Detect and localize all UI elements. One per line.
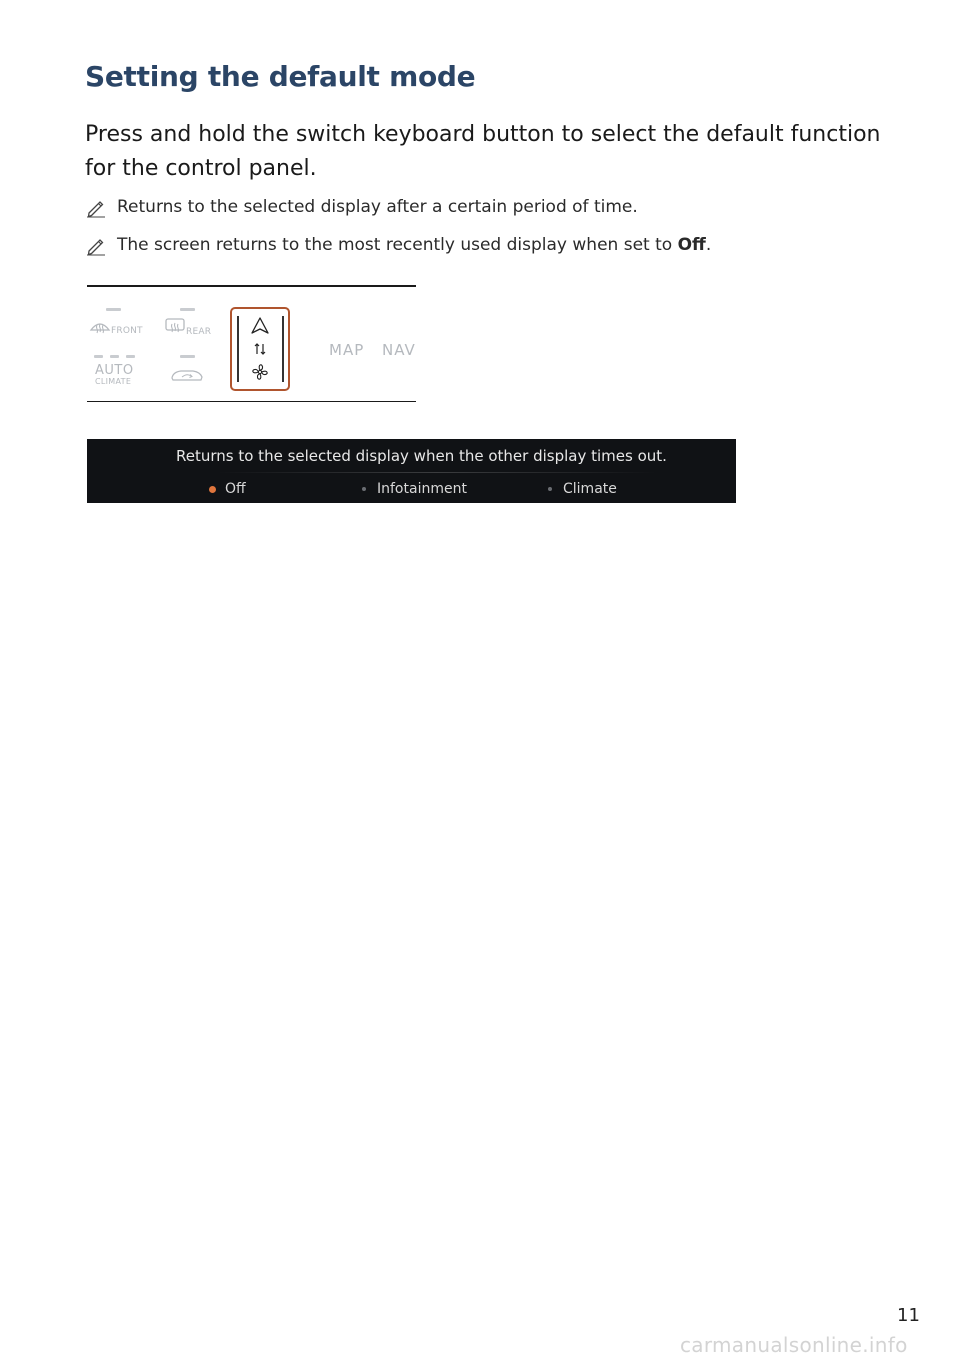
indicator-dash bbox=[94, 355, 103, 358]
page-title: Setting the default mode bbox=[85, 60, 476, 93]
banner-divider bbox=[217, 472, 657, 473]
footer-watermark: carmanualsonline.info bbox=[680, 1333, 908, 1357]
nav-label: NAV bbox=[382, 341, 416, 359]
recirculation-icon bbox=[169, 366, 205, 384]
key-separator bbox=[282, 316, 284, 382]
indicator-dash bbox=[180, 308, 195, 311]
front-defrost-icon bbox=[89, 317, 111, 335]
note-1 bbox=[85, 196, 638, 218]
auto-label: AUTO bbox=[95, 363, 134, 378]
page-number: 11 bbox=[897, 1305, 920, 1326]
banner-message: Returns to the selected display when the other display times out. bbox=[176, 447, 667, 465]
key-separator bbox=[237, 316, 239, 382]
pencil-note-icon bbox=[85, 196, 107, 218]
indicator-dash bbox=[110, 355, 119, 358]
switch-arrows-icon bbox=[253, 342, 267, 356]
option-infotainment[interactable] bbox=[362, 481, 467, 497]
indicator-dash bbox=[126, 355, 135, 358]
map-label: MAP bbox=[329, 341, 365, 359]
fan-icon bbox=[250, 362, 270, 382]
indicator-dash bbox=[180, 355, 195, 358]
note-2-text: The screen returns to the most recently used display when set to Off. bbox=[117, 235, 712, 255]
panel-bottom-rule bbox=[87, 401, 416, 402]
intro-paragraph: Press and hold the switch keyboard button to select the default function for the control panel. bbox=[85, 122, 881, 181]
navigation-arrow-icon bbox=[250, 316, 270, 336]
note-1-text: Returns to the selected display after a certain period of time. bbox=[117, 197, 638, 217]
panel-top-rule bbox=[87, 285, 416, 287]
option-label: Climate bbox=[563, 481, 617, 497]
climate-label: CLIMATE bbox=[95, 377, 132, 386]
unselected-dot-icon bbox=[548, 487, 552, 491]
control-panel-illustration bbox=[87, 285, 416, 402]
option-label: Off bbox=[225, 481, 246, 497]
front-label: FRONT bbox=[111, 326, 143, 336]
indicator-dash bbox=[106, 308, 121, 311]
switch-keyboard-button[interactable] bbox=[230, 307, 290, 391]
default-mode-screen bbox=[87, 439, 736, 503]
rear-defrost-icon bbox=[164, 317, 186, 335]
option-climate[interactable] bbox=[548, 481, 617, 497]
option-off[interactable] bbox=[209, 481, 246, 497]
note-2 bbox=[85, 234, 711, 256]
unselected-dot-icon bbox=[362, 487, 366, 491]
rear-label: REAR bbox=[186, 327, 212, 337]
option-label: Infotainment bbox=[377, 481, 467, 497]
off-emphasis: Off bbox=[677, 235, 706, 255]
selected-dot-icon bbox=[209, 486, 216, 493]
pencil-note-icon bbox=[85, 234, 107, 256]
